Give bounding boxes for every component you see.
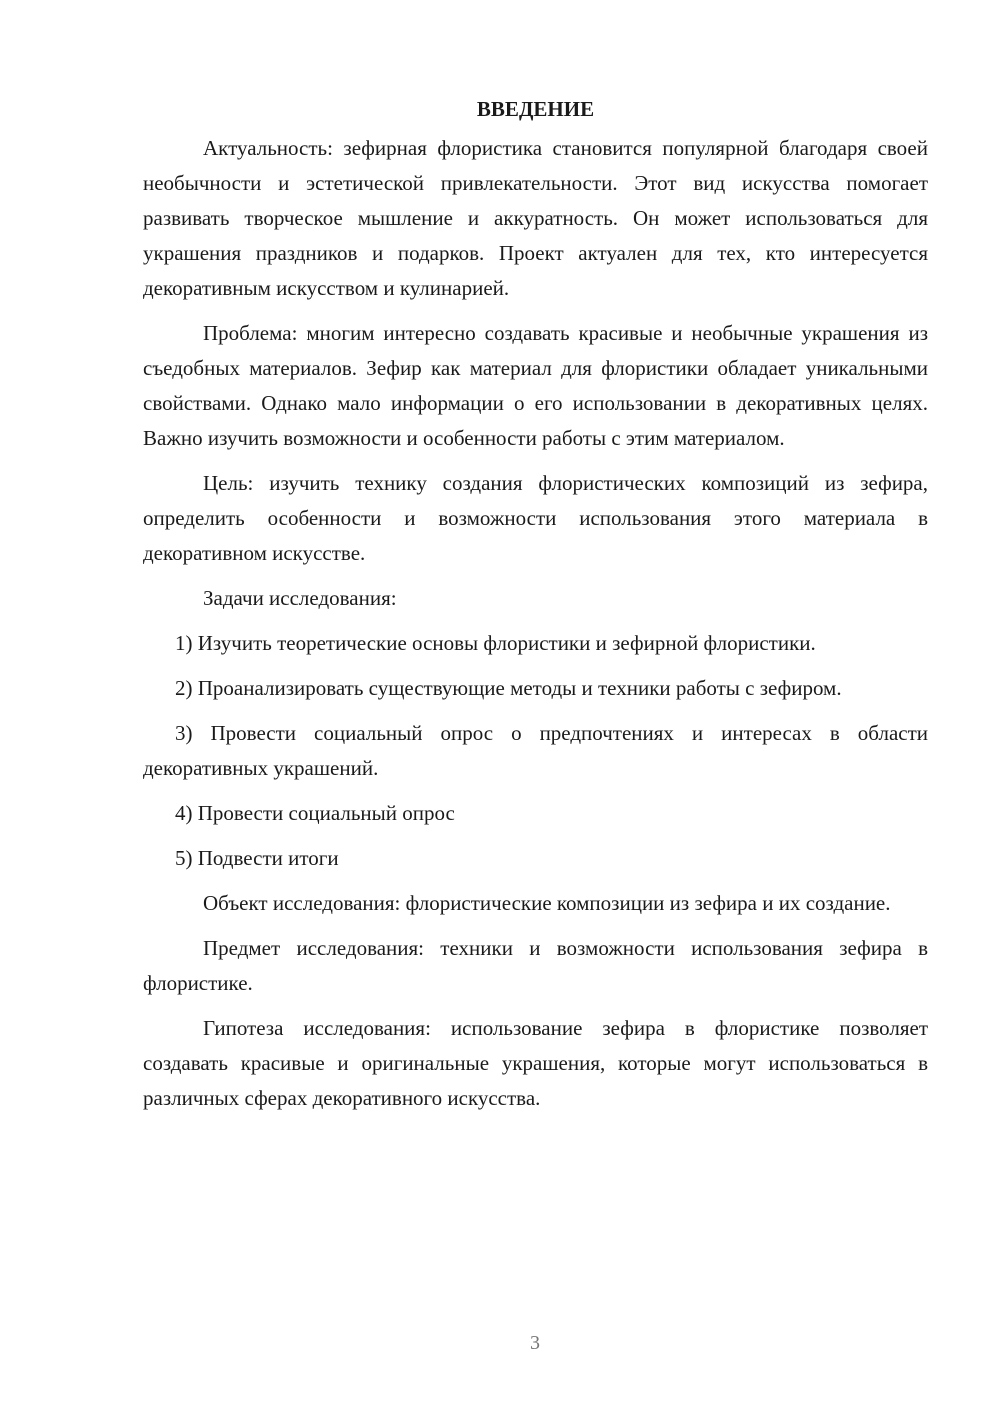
page-heading: ВВЕДЕНИЕ — [476, 97, 595, 121]
task-item-5: 5) Подвести итоги — [175, 846, 339, 870]
task-item-2: 2) Проанализировать существующие методы и техники работы с зефиром. — [175, 676, 842, 700]
page-number: 3 — [530, 1332, 540, 1354]
goal-paragraph: Цель: изучить технику создания флористических композиций из зефира, определить особенности и возможности использования этого материала в декоративном искусстве. — [143, 471, 928, 565]
hypothesis-paragraph: Гипотеза исследования: использование зефира в флористике позволяет создавать красивые и оригинальные украшения, которые могут использоваться в различных сферах декоративного искусства. — [143, 1016, 928, 1110]
subject-paragraph: Предмет исследования: техники и возможности использования зефира в флористике. — [143, 936, 928, 995]
page-content — [143, 92, 928, 1126]
relevance-paragraph: Актуальность: зефирная флористика становится популярной благодаря своей необычности и эстетической привлекательности. Этот вид искусства помогает развивать творческое мышление и аккуратность. Он может использоваться для украшения праздников и подарков. Проект актуален для тех, кто интересуется декоративным искусством и кулинарией. — [143, 136, 928, 300]
task-item-1: 1) Изучить теоретические основы флористики и зефирной флористики. — [175, 631, 816, 655]
problem-paragraph: Проблема: многим интересно создавать красивые и необычные украшения из съедобных материалов. Зефир как материал для флористики обладает уникальными свойствами. Однако мало информации о его использовании в декоративных целях. Важно изучить возможности и особенности работы с этим материалом. — [143, 321, 928, 450]
task-item-4: 4) Провести социальный опрос — [175, 801, 455, 825]
task-item-3: 3) Провести социальный опрос о предпочтениях и интересах в области декоративных украшений. — [143, 721, 928, 780]
tasks-title: Задачи исследования: — [203, 586, 397, 610]
object-paragraph: Объект исследования: флористические композиции из зефира и их создание. — [203, 891, 891, 915]
